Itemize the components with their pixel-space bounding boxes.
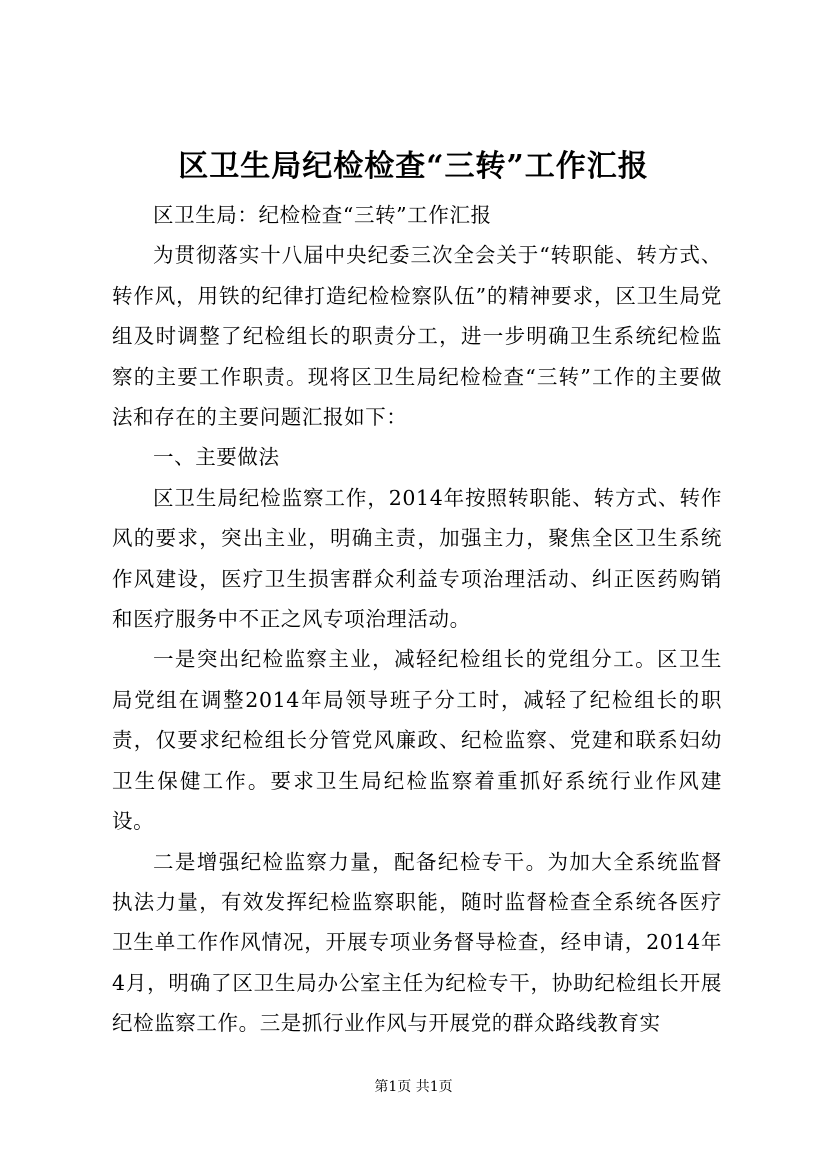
page-number-footer: 第1页 共1页 (374, 1079, 453, 1095)
document-title: 区卫生局纪检检查“三转”工作汇报 (178, 149, 649, 184)
body-paragraph: 二是增强纪检监察力量，配备纪检专干。为加大全系统监督执法力量，有效发挥纪检监察职能，随时监督检查全系统各医疗卫生单工作作风情况，开展专项业务督导检查，经申请，2014年4月，明确了区卫生局办公室主任为纪检专干，协助纪检组长开展纪检监察工作。三是抓行业作风与开展党的群众路线教育实 (112, 849, 722, 1036)
body-paragraph: 区卫生局纪检监察工作，2014年按照转职能、转方式、转作风的要求，突出主业，明确主责，加强主力，聚焦全区卫生系统作风建设，医疗卫生损害群众利益专项治理活动、纠正医药购销和医疗服务中不正之风专项治理活动。 (112, 485, 722, 632)
subtitle-paragraph: 区卫生局：纪检检查“三转”工作汇报 (153, 203, 492, 227)
body-paragraph: 一是突出纪检监察主业，减轻纪检组长的党组分工。区卫生局党组在调整2014年局领导班子分工时，减轻了纪检组长的职责，仅要求纪检组长分管党风廉政、纪检监察、党建和联系妇幼卫生保健工作。要求卫生局纪检监察着重抓好系统行业作风建设。 (112, 647, 722, 834)
section-heading: 一、主要做法 (153, 445, 280, 470)
document-body (112, 195, 722, 1044)
intro-paragraph: 为贯彻落实十八届中央纪委三次全会关于“转职能、转方式、转作风，用铁的纪律打造纪检检察队伍”的精神要求，区卫生局党组及时调整了纪检组长的职责分工，进一步明确卫生系统纪检监察的主要工作职责。现将区卫生局纪检检查“三转”工作的主要做法和存在的主要问题汇报如下： (112, 243, 722, 430)
